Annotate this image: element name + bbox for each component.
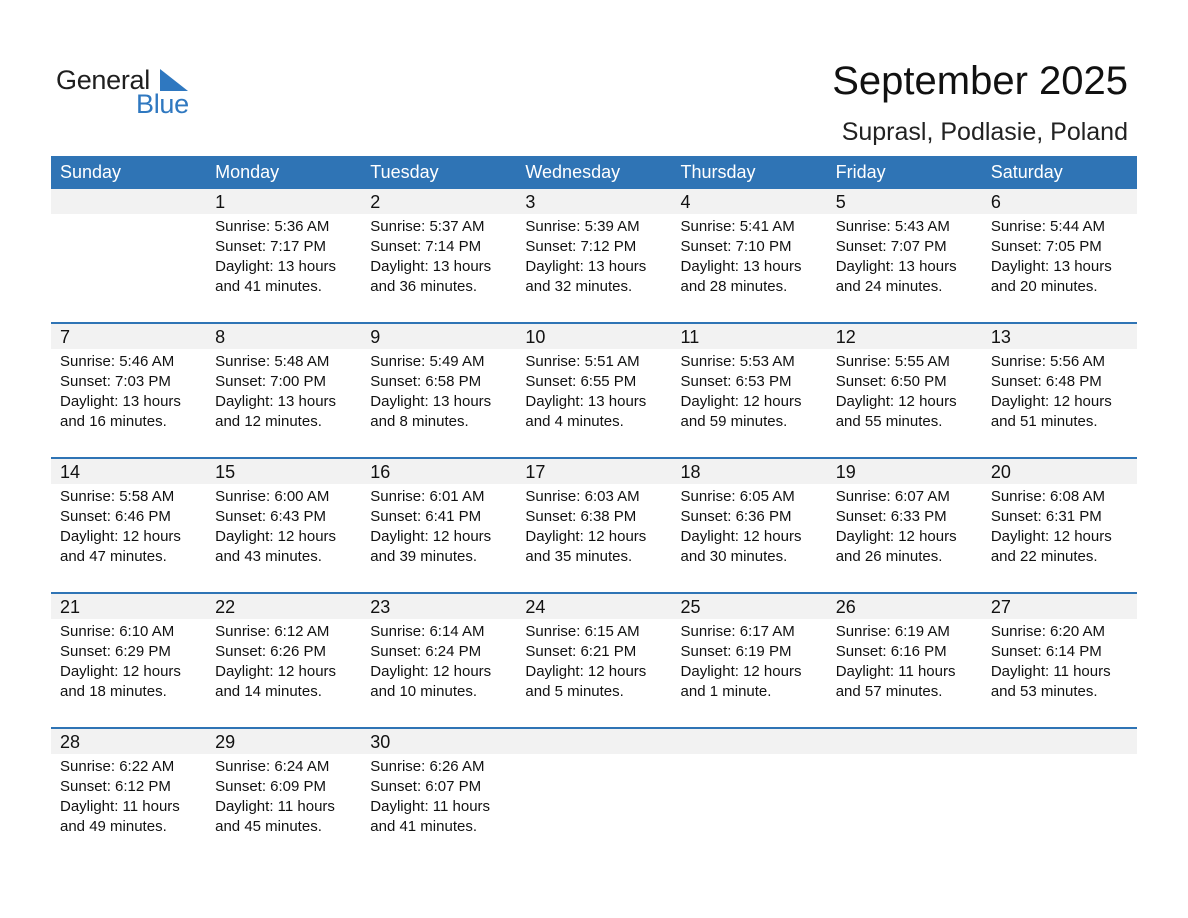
day-number: 11 bbox=[680, 327, 700, 347]
sunset-text: Sunset: 6:14 PM bbox=[990, 643, 1102, 660]
daylight-text: Daylight: 11 hours bbox=[990, 663, 1111, 680]
day-number: 17 bbox=[525, 462, 546, 482]
sunrise-text: Sunrise: 6:08 AM bbox=[990, 488, 1106, 505]
daylight-minutes-text: and 28 minutes. bbox=[680, 278, 788, 295]
sunset-text: Sunset: 6:19 PM bbox=[680, 643, 792, 660]
daylight-minutes-text: and 18 minutes. bbox=[60, 683, 167, 700]
daylight-text: Daylight: 11 hours bbox=[835, 663, 956, 680]
daylight-text: Daylight: 13 hours bbox=[990, 258, 1112, 275]
daylight-text: Daylight: 11 hours bbox=[370, 798, 491, 815]
daylight-text: Daylight: 12 hours bbox=[370, 528, 492, 545]
empty-day-cell bbox=[672, 729, 827, 864]
day-cell bbox=[361, 324, 516, 459]
sunset-text: Sunset: 6:21 PM bbox=[525, 643, 637, 660]
sunrise-text: Sunrise: 6:19 AM bbox=[835, 623, 950, 640]
day-sun-info bbox=[215, 622, 336, 702]
daylight-text: Daylight: 13 hours bbox=[835, 258, 957, 275]
daylight-text: Daylight: 13 hours bbox=[60, 393, 181, 410]
sunset-text: Sunset: 7:05 PM bbox=[990, 238, 1102, 255]
daylight-text: Daylight: 12 hours bbox=[525, 528, 647, 545]
day-sun-info bbox=[836, 352, 957, 432]
sunrise-text: Sunrise: 6:03 AM bbox=[525, 488, 640, 505]
day-sun-info bbox=[525, 622, 646, 702]
sunrise-text: Sunrise: 5:56 AM bbox=[990, 353, 1106, 370]
sunrise-text: Sunrise: 5:49 AM bbox=[370, 353, 485, 370]
day-number: 14 bbox=[60, 462, 81, 482]
daylight-minutes-text: and 53 minutes. bbox=[990, 683, 1098, 700]
day-sun-info bbox=[836, 622, 956, 702]
day-number: 9 bbox=[370, 327, 381, 347]
daylight-minutes-text: and 20 minutes. bbox=[990, 278, 1098, 295]
day-cell bbox=[827, 324, 982, 459]
day-cell bbox=[672, 594, 827, 729]
sunset-text: Sunset: 6:09 PM bbox=[215, 778, 327, 795]
sunrise-text: Sunrise: 6:12 AM bbox=[215, 623, 330, 640]
day-sun-info bbox=[215, 487, 336, 567]
day-sun-info bbox=[525, 217, 646, 297]
day-sun-info bbox=[215, 757, 335, 837]
day-sun-info bbox=[60, 487, 181, 567]
sunrise-text: Sunrise: 6:05 AM bbox=[680, 488, 795, 505]
day-cell bbox=[51, 459, 206, 594]
sunrise-text: Sunrise: 6:17 AM bbox=[680, 623, 795, 640]
day-cell bbox=[361, 594, 516, 729]
day-number: 26 bbox=[835, 597, 856, 617]
calendar-title: September 2025 bbox=[832, 59, 1128, 103]
day-number: 16 bbox=[370, 462, 391, 482]
day-number: 22 bbox=[215, 597, 236, 617]
day-number: 25 bbox=[680, 597, 701, 617]
daylight-text: Daylight: 12 hours bbox=[680, 528, 802, 545]
day-cell bbox=[206, 189, 361, 324]
day-cell bbox=[206, 324, 361, 459]
daylight-minutes-text: and 30 minutes. bbox=[680, 548, 788, 565]
logo-blue-text: Blue bbox=[136, 89, 189, 119]
week-row bbox=[51, 324, 1137, 459]
day-cell bbox=[516, 594, 671, 729]
daylight-minutes-text: and 59 minutes. bbox=[680, 413, 788, 430]
sunset-text: Sunset: 6:38 PM bbox=[525, 508, 637, 525]
day-number: 5 bbox=[835, 192, 846, 212]
daylight-text: Daylight: 13 hours bbox=[370, 393, 492, 410]
daylight-minutes-text: and 45 minutes. bbox=[215, 818, 322, 835]
day-sun-info bbox=[991, 622, 1111, 702]
day-cell bbox=[206, 459, 361, 594]
daylight-minutes-text: and 47 minutes. bbox=[60, 548, 167, 565]
day-sun-info bbox=[370, 622, 491, 702]
sunrise-text: Sunrise: 5:55 AM bbox=[835, 353, 950, 370]
sunrise-text: Sunrise: 6:14 AM bbox=[370, 623, 485, 640]
day-sun-info bbox=[991, 352, 1112, 432]
day-cell bbox=[672, 189, 827, 324]
sunrise-text: Sunrise: 5:58 AM bbox=[60, 488, 175, 505]
sunrise-text: Sunrise: 5:41 AM bbox=[680, 218, 795, 235]
calendar-location: Suprasl, Podlasie, Poland bbox=[841, 118, 1128, 146]
empty-day-cell bbox=[516, 729, 671, 864]
daylight-text: Daylight: 13 hours bbox=[525, 393, 647, 410]
daylight-text: Daylight: 12 hours bbox=[525, 663, 647, 680]
sunrise-text: Sunrise: 6:10 AM bbox=[60, 623, 175, 640]
daylight-minutes-text: and 14 minutes. bbox=[215, 683, 322, 700]
day-sun-info bbox=[525, 352, 646, 432]
daylight-text: Daylight: 12 hours bbox=[370, 663, 492, 680]
sunrise-text: Sunrise: 5:36 AM bbox=[215, 218, 330, 235]
sunrise-text: Sunrise: 6:24 AM bbox=[215, 758, 330, 775]
sunset-text: Sunset: 6:31 PM bbox=[990, 508, 1102, 525]
day-sun-info bbox=[836, 487, 957, 567]
day-number: 13 bbox=[990, 327, 1011, 347]
day-cell bbox=[672, 324, 827, 459]
day-number: 10 bbox=[525, 327, 546, 347]
day-cell bbox=[516, 459, 671, 594]
daylight-text: Daylight: 12 hours bbox=[680, 393, 802, 410]
day-cell bbox=[827, 189, 982, 324]
daylight-text: Daylight: 13 hours bbox=[370, 258, 492, 275]
day-number: 18 bbox=[680, 462, 701, 482]
daylight-text: Daylight: 12 hours bbox=[990, 393, 1112, 410]
daylight-text: Daylight: 13 hours bbox=[215, 393, 337, 410]
sunrise-text: Sunrise: 6:07 AM bbox=[835, 488, 950, 505]
day-sun-info bbox=[215, 352, 336, 432]
day-sun-info bbox=[681, 622, 802, 702]
daylight-minutes-text: and 32 minutes. bbox=[525, 278, 633, 295]
sunrise-text: Sunrise: 6:00 AM bbox=[215, 488, 330, 505]
daylight-text: Daylight: 12 hours bbox=[60, 528, 181, 545]
day-number: 4 bbox=[680, 192, 691, 212]
day-cell bbox=[51, 729, 206, 864]
sunrise-text: Sunrise: 5:44 AM bbox=[990, 218, 1106, 235]
day-cell bbox=[516, 189, 671, 324]
daylight-text: Daylight: 12 hours bbox=[680, 663, 802, 680]
daylight-minutes-text: and 55 minutes. bbox=[835, 413, 943, 430]
day-sun-info bbox=[681, 487, 802, 567]
day-cell bbox=[982, 459, 1137, 594]
daylight-minutes-text: and 12 minutes. bbox=[215, 413, 322, 430]
sunset-text: Sunset: 6:53 PM bbox=[680, 373, 792, 390]
week-row bbox=[51, 594, 1137, 729]
daylight-minutes-text: and 41 minutes. bbox=[215, 278, 322, 295]
day-number: 2 bbox=[370, 192, 381, 212]
weekday-saturday: Saturday bbox=[990, 162, 1063, 182]
weekday-wednesday: Wednesday bbox=[525, 162, 621, 182]
sunset-text: Sunset: 6:12 PM bbox=[60, 778, 171, 795]
sunset-text: Sunset: 7:10 PM bbox=[680, 238, 792, 255]
daylight-minutes-text: and 10 minutes. bbox=[370, 683, 478, 700]
daylight-minutes-text: and 24 minutes. bbox=[835, 278, 943, 295]
daylight-minutes-text: and 8 minutes. bbox=[370, 413, 469, 430]
empty-day-cell bbox=[51, 189, 206, 324]
day-cell bbox=[51, 594, 206, 729]
daylight-minutes-text: and 5 minutes. bbox=[525, 683, 624, 700]
daylight-text: Daylight: 11 hours bbox=[60, 798, 180, 815]
day-cell bbox=[827, 594, 982, 729]
day-number: 29 bbox=[215, 732, 236, 752]
daylight-text: Daylight: 12 hours bbox=[215, 663, 337, 680]
sunset-text: Sunset: 6:26 PM bbox=[215, 643, 327, 660]
sunset-text: Sunset: 6:46 PM bbox=[60, 508, 171, 525]
day-sun-info bbox=[991, 217, 1112, 297]
day-sun-info bbox=[60, 352, 181, 432]
day-sun-info bbox=[681, 352, 802, 432]
daylight-text: Daylight: 12 hours bbox=[835, 528, 957, 545]
sunset-text: Sunset: 6:58 PM bbox=[370, 373, 482, 390]
day-sun-info bbox=[525, 487, 646, 567]
day-number: 19 bbox=[835, 462, 856, 482]
daylight-text: Daylight: 12 hours bbox=[215, 528, 337, 545]
sunset-text: Sunset: 6:29 PM bbox=[60, 643, 171, 660]
sunset-text: Sunset: 7:07 PM bbox=[835, 238, 947, 255]
daylight-text: Daylight: 11 hours bbox=[215, 798, 335, 815]
sunset-text: Sunset: 6:33 PM bbox=[835, 508, 947, 525]
weekday-sunday: Sunday bbox=[60, 162, 122, 182]
sunrise-text: Sunrise: 5:48 AM bbox=[215, 353, 330, 370]
day-cell bbox=[672, 459, 827, 594]
day-number: 12 bbox=[835, 327, 856, 347]
day-cell bbox=[827, 459, 982, 594]
daylight-minutes-text: and 36 minutes. bbox=[370, 278, 478, 295]
daylight-minutes-text: and 43 minutes. bbox=[215, 548, 322, 565]
day-number: 15 bbox=[215, 462, 236, 482]
daylight-minutes-text: and 35 minutes. bbox=[525, 548, 633, 565]
sunset-text: Sunset: 7:14 PM bbox=[370, 238, 482, 255]
day-number: 1 bbox=[215, 192, 226, 212]
day-number: 28 bbox=[60, 732, 81, 752]
sunrise-text: Sunrise: 6:20 AM bbox=[990, 623, 1106, 640]
sunset-text: Sunset: 7:17 PM bbox=[215, 238, 327, 255]
sunset-text: Sunset: 6:41 PM bbox=[370, 508, 482, 525]
weekday-thursday: Thursday bbox=[680, 162, 756, 182]
day-cell bbox=[206, 729, 361, 864]
day-sun-info bbox=[370, 487, 491, 567]
day-cell bbox=[982, 324, 1137, 459]
generalblue-logo bbox=[56, 66, 206, 118]
day-cell bbox=[361, 459, 516, 594]
day-number: 30 bbox=[370, 732, 391, 752]
day-number: 8 bbox=[215, 327, 226, 347]
sunrise-text: Sunrise: 6:15 AM bbox=[525, 623, 640, 640]
day-sun-info bbox=[370, 217, 491, 297]
day-cell bbox=[361, 729, 516, 864]
day-cell bbox=[516, 324, 671, 459]
daylight-minutes-text: and 51 minutes. bbox=[990, 413, 1098, 430]
sunset-text: Sunset: 7:12 PM bbox=[525, 238, 637, 255]
day-number: 21 bbox=[60, 597, 81, 617]
day-number: 3 bbox=[525, 192, 536, 212]
daylight-minutes-text: and 57 minutes. bbox=[835, 683, 943, 700]
day-sun-info bbox=[836, 217, 957, 297]
sunset-text: Sunset: 6:16 PM bbox=[835, 643, 947, 660]
sunrise-text: Sunrise: 5:37 AM bbox=[370, 218, 485, 235]
week-row bbox=[51, 459, 1137, 594]
sunrise-text: Sunrise: 5:39 AM bbox=[525, 218, 640, 235]
day-sun-info bbox=[681, 217, 802, 297]
daylight-text: Daylight: 13 hours bbox=[680, 258, 802, 275]
daylight-text: Daylight: 12 hours bbox=[835, 393, 957, 410]
sunrise-text: Sunrise: 5:51 AM bbox=[525, 353, 640, 370]
weekday-tuesday: Tuesday bbox=[370, 162, 439, 182]
day-sun-info bbox=[370, 757, 490, 837]
day-cell bbox=[982, 594, 1137, 729]
sunset-text: Sunset: 7:03 PM bbox=[60, 373, 171, 390]
daylight-text: Daylight: 13 hours bbox=[525, 258, 647, 275]
day-sun-info bbox=[370, 352, 491, 432]
day-number: 23 bbox=[370, 597, 391, 617]
sunset-text: Sunset: 6:48 PM bbox=[990, 373, 1102, 390]
daylight-minutes-text: and 4 minutes. bbox=[525, 413, 624, 430]
day-sun-info bbox=[60, 622, 181, 702]
day-number: 20 bbox=[990, 462, 1011, 482]
weekday-header-row bbox=[51, 156, 1137, 189]
week-row bbox=[51, 189, 1137, 324]
day-number: 24 bbox=[525, 597, 546, 617]
daylight-minutes-text: and 1 minute. bbox=[680, 683, 772, 700]
daylight-text: Daylight: 13 hours bbox=[215, 258, 337, 275]
sunset-text: Sunset: 6:07 PM bbox=[370, 778, 482, 795]
daylight-minutes-text: and 39 minutes. bbox=[370, 548, 478, 565]
day-sun-info bbox=[215, 217, 336, 297]
daylight-minutes-text: and 22 minutes. bbox=[990, 548, 1098, 565]
sunrise-text: Sunrise: 6:26 AM bbox=[370, 758, 485, 775]
day-number: 7 bbox=[60, 327, 71, 347]
daylight-minutes-text: and 26 minutes. bbox=[835, 548, 943, 565]
sunset-text: Sunset: 6:43 PM bbox=[215, 508, 327, 525]
sunrise-text: Sunrise: 6:01 AM bbox=[370, 488, 485, 505]
daylight-text: Daylight: 12 hours bbox=[60, 663, 181, 680]
weekday-friday: Friday bbox=[835, 162, 886, 182]
day-cell bbox=[206, 594, 361, 729]
day-cell bbox=[51, 324, 206, 459]
day-number: 27 bbox=[990, 597, 1011, 617]
logo-general-text: General bbox=[56, 65, 150, 95]
daylight-minutes-text: and 41 minutes. bbox=[370, 818, 478, 835]
day-sun-info bbox=[991, 487, 1112, 567]
daylight-minutes-text: and 16 minutes. bbox=[60, 413, 167, 430]
sunset-text: Sunset: 6:24 PM bbox=[370, 643, 482, 660]
day-sun-info bbox=[60, 757, 180, 837]
sunrise-text: Sunrise: 5:53 AM bbox=[680, 353, 795, 370]
sunset-text: Sunset: 6:55 PM bbox=[525, 373, 637, 390]
day-cell bbox=[982, 189, 1137, 324]
week-row bbox=[51, 729, 1137, 864]
day-number: 6 bbox=[990, 192, 1001, 212]
sunset-text: Sunset: 6:36 PM bbox=[680, 508, 792, 525]
day-cell bbox=[361, 189, 516, 324]
sunrise-text: Sunrise: 6:22 AM bbox=[60, 758, 175, 775]
sunrise-text: Sunrise: 5:46 AM bbox=[60, 353, 175, 370]
sunrise-text: Sunrise: 5:43 AM bbox=[835, 218, 950, 235]
daylight-minutes-text: and 49 minutes. bbox=[60, 818, 167, 835]
sunset-text: Sunset: 6:50 PM bbox=[835, 373, 947, 390]
daylight-text: Daylight: 12 hours bbox=[990, 528, 1112, 545]
sunset-text: Sunset: 7:00 PM bbox=[215, 373, 327, 390]
weekday-monday: Monday bbox=[215, 162, 280, 182]
empty-day-cell bbox=[982, 729, 1137, 864]
empty-day-cell bbox=[827, 729, 982, 864]
